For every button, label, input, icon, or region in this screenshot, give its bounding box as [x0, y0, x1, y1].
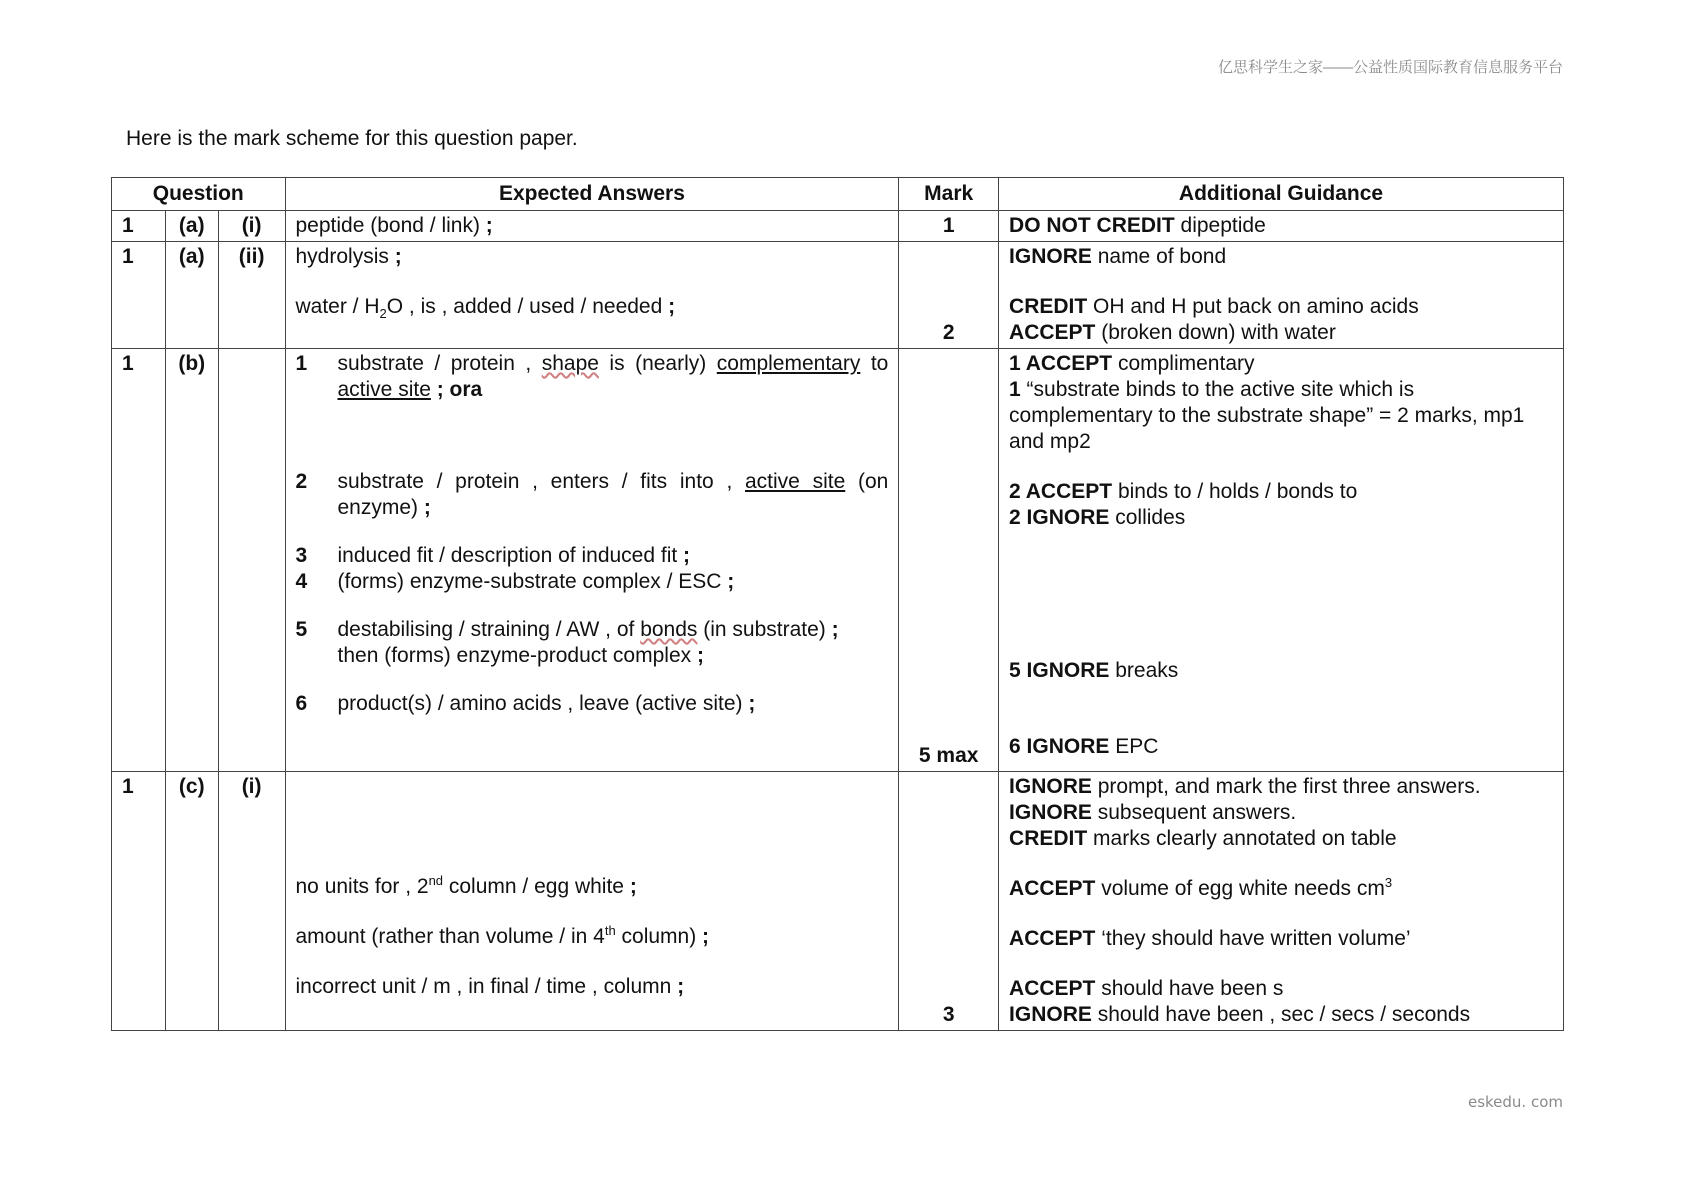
table-row	[112, 349, 1564, 772]
mark-value: 1	[899, 211, 999, 242]
question-number: 1	[112, 349, 166, 772]
question-part: (b)	[165, 349, 218, 772]
question-subpart: (i)	[218, 211, 285, 242]
table-row	[112, 242, 1564, 349]
mark-value: 2	[899, 242, 999, 349]
mark-value: 3	[899, 772, 999, 1031]
marking-point: 1 substrate / protein , shape is (nearly) complementary to active site ; ora	[295, 352, 889, 401]
header-mark: Mark	[899, 178, 999, 211]
intro-text: Here is the mark scheme for this question paper.	[126, 127, 578, 150]
guidance: DO NOT CREDIT dipeptide	[999, 211, 1564, 242]
question-number: 1	[112, 211, 166, 242]
question-part: (c)	[165, 772, 218, 1031]
mark-value: 5 max	[899, 349, 999, 772]
expected-answer: peptide (bond / link) ;	[285, 211, 899, 242]
header-expected-answers: Expected Answers	[285, 178, 899, 211]
footer-text: eskedu. com	[1467, 1093, 1563, 1111]
expected-answer	[285, 349, 899, 772]
expected-answer: hydrolysis ; water / $H_2O$ , is , added / used / needed ;	[285, 242, 899, 349]
table-header-row	[112, 178, 1564, 211]
question-subpart	[218, 349, 285, 772]
question-part: (a)	[165, 242, 218, 349]
question-subpart: (ii)	[218, 242, 285, 349]
mark-scheme-table	[111, 177, 1564, 1031]
marking-point: 4 (forms) enzyme-substrate complex / ESC ;	[295, 570, 735, 593]
table-row	[112, 772, 1564, 1031]
header-additional-guidance: Additional Guidance	[999, 178, 1564, 211]
guidance: IGNORE name of bond CREDIT OH and H put back on amino acids ACCEPT (broken down) with water	[999, 242, 1564, 349]
guidance: 1 ACCEPT complimentary 1 “substrate binds to the active site which is complementary to the substrate shape” = 2 marks, mp1 and mp2 2 ACCEPT binds to / holds / bonds to 2 IGNORE collides 5 IGNORE breaks 6 IGNORE EPC	[999, 349, 1564, 772]
marking-point: 2 substrate / protein , enters / fits into , active site (on enzyme) ;	[295, 470, 889, 519]
question-number: 1	[112, 242, 166, 349]
question-part: (a)	[165, 211, 218, 242]
guidance: IGNORE prompt, and mark the first three answers. IGNORE subsequent answers. CREDIT marks clearly annotated on table ACCEPT volume of egg white needs $cm^3$ ACCEPT ‘they should have written volume’ ACCEPT should have been s IGNORE should have been , sec / secs / seconds	[999, 772, 1564, 1031]
marking-point: 6 product(s) / amino acids , leave (active site) ;	[295, 692, 756, 715]
expected-answer: no units for , 2nd column / egg white ; amount (rather than volume / in 4th column) ; incorrect unit / m , in final / time , column ;	[285, 772, 899, 1031]
question-number: 1	[112, 772, 166, 1031]
question-subpart: (i)	[218, 772, 285, 1031]
table-row	[112, 211, 1564, 242]
marking-point: 3 induced fit / description of induced fit ;	[295, 544, 691, 567]
watermark-text: 亿思科学生之家——公益性质国际教育信息服务平台	[1217, 59, 1563, 76]
header-question: Question	[112, 178, 286, 211]
marking-point: 5 destabilising / straining / AW , of bonds (in substrate) ; then (forms) enzyme-product complex ;	[295, 618, 839, 667]
